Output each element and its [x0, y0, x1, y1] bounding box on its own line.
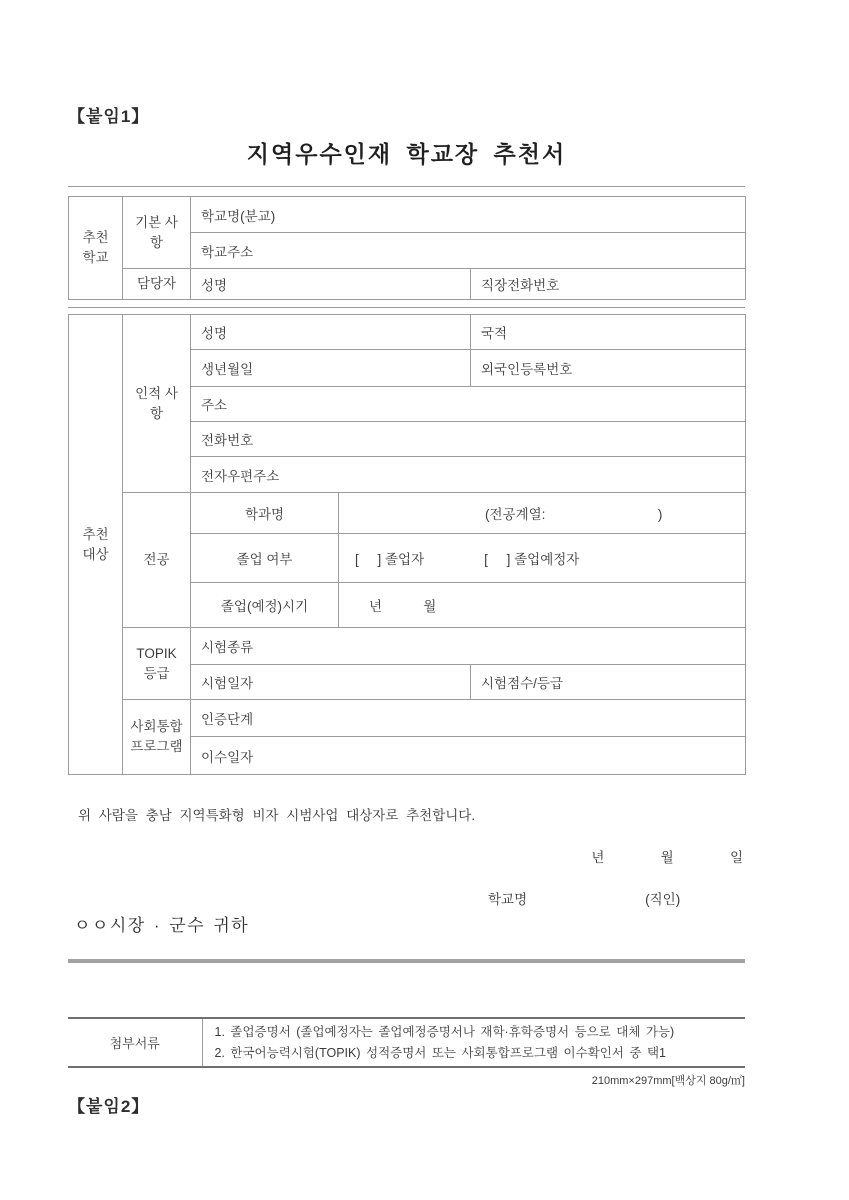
attachment2-label: 【붙임2】	[68, 1097, 150, 1116]
candidate-group-header: 추천 대상	[69, 315, 123, 775]
major-series-field: (전공계열: )	[339, 493, 746, 534]
email-field: 전자우편주소	[191, 457, 746, 493]
attachment-item-1: 1. 졸업증명서 (졸업예정자는 졸업예정증명서나 재학·휴학증명서 등으로 대체 가능)	[214, 1024, 675, 1039]
recommendation-statement: 위 사람을 충남 지역특화형 비자 시범사업 대상자로 추천합니다.	[78, 808, 476, 823]
major-group-header: 전공	[123, 493, 191, 628]
basic-info-group-header: 기본 사항	[123, 197, 191, 269]
attachments-items	[202, 1018, 745, 1067]
attachments-label: 첨부서류	[68, 1018, 202, 1067]
attachments-table	[68, 1017, 745, 1068]
exam-date-field: 시험일자	[191, 665, 471, 700]
personal-info-group-header: 인적 사항	[123, 315, 191, 493]
school-address-field: 학교주소	[191, 233, 746, 269]
table-row	[69, 197, 746, 233]
school-name-signature-label: 학교명	[488, 892, 528, 907]
phone-field: 전화번호	[191, 422, 746, 457]
kiip-date-field: 이수일자	[191, 737, 746, 775]
table-row	[68, 1018, 745, 1067]
kiip-group-header: 사회통합 프로그램	[123, 700, 191, 775]
attachment1-label: 【붙임1】	[68, 107, 150, 126]
arc-number-field: 외국인등록번호	[471, 350, 746, 387]
exam-score-field: 시험점수/등급	[471, 665, 746, 700]
date-line: 년 월 일	[591, 850, 743, 865]
candidate-name-field: 성명	[191, 315, 471, 350]
dept-name-label: 학과명	[191, 493, 339, 534]
recommender-school-table	[68, 196, 746, 300]
exam-type-field: 시험종류	[191, 628, 746, 665]
bottom-thick-rule	[68, 959, 745, 963]
top-divider-line	[68, 186, 745, 187]
page-title: 지역우수인재 학교장 추천서	[246, 141, 567, 167]
nationality-field: 국적	[471, 315, 746, 350]
kiip-level-field: 인증단계	[191, 700, 746, 737]
manager-group-header: 담당자	[123, 269, 191, 300]
school-name-field: 학교명(분교)	[191, 197, 746, 233]
grad-status-options: [ ] 졸업자 [ ] 졸업예정자	[339, 534, 746, 583]
topik-group-header: TOPIK 등급	[123, 628, 191, 700]
candidate-table	[68, 314, 746, 775]
signature-line	[488, 888, 680, 908]
grad-status-label: 졸업 여부	[191, 534, 339, 583]
table-row	[69, 493, 746, 534]
addressee-line: ㅇㅇ시장 · 군수 귀하	[74, 916, 250, 935]
attachment-item-2: 2. 한국어능력시험(TOPIK) 성적증명서 또는 사회통합프로그램 이수확인서 중 택1	[214, 1045, 666, 1060]
paper-spec-note: 210mm×297mm[백상지 80g/㎡]	[591, 1075, 745, 1087]
grad-time-field: 년 월	[339, 583, 746, 628]
table-row	[69, 700, 746, 737]
table-row	[69, 315, 746, 350]
section-divider-line	[68, 307, 745, 308]
table-row	[69, 628, 746, 665]
official-seal-label: (직인)	[645, 892, 681, 907]
manager-phone-field: 직장전화번호	[471, 269, 746, 300]
table-row	[69, 269, 746, 300]
recommender-group-header: 추천 학교	[69, 197, 123, 300]
birth-date-field: 생년월일	[191, 350, 471, 387]
manager-name-field: 성명	[191, 269, 471, 300]
address-field: 주소	[191, 387, 746, 422]
grad-time-label: 졸업(예정)시기	[191, 583, 339, 628]
